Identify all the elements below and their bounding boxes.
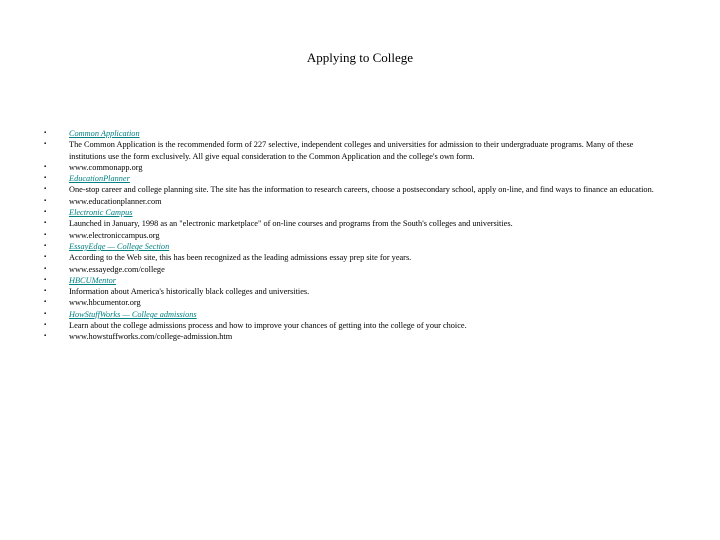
bullet-icon: ▪ xyxy=(44,209,47,216)
list-item xyxy=(44,128,664,139)
item-description: According to the Web site, this has been recognized as the leading admissions essay prep site for years. xyxy=(69,253,412,263)
electronic-campus-link[interactable]: Electronic Campus xyxy=(69,208,133,218)
bullet-icon: ▪ xyxy=(44,322,47,329)
essayedge-link[interactable]: EssayEdge — College Section xyxy=(69,241,170,251)
item-description: One-stop career and college planning site. The site has the information to research careers, choose a postsecondary school, apply on-line, and find ways to finance an education. xyxy=(69,185,654,195)
bullet-icon: ▪ xyxy=(44,231,47,238)
list-item xyxy=(44,230,664,241)
bullet-icon: ▪ xyxy=(44,163,47,170)
bullet-icon: ▪ xyxy=(44,197,47,204)
item-url: www.essayedge.com/college xyxy=(69,264,165,274)
list-item xyxy=(44,162,664,173)
howstuffworks-link[interactable]: HowStuffWorks — College admissions xyxy=(69,309,197,319)
list-item xyxy=(44,173,664,184)
list-item xyxy=(44,286,664,297)
bullet-icon: ▪ xyxy=(44,299,47,306)
item-description: Launched in January, 1998 as an "electronic marketplace" of on-line courses and programs from the South's colleges and universities. xyxy=(69,219,513,229)
bullet-icon: ▪ xyxy=(44,276,47,283)
bullet-icon: ▪ xyxy=(44,254,47,261)
item-url: www.howstuffworks.com/college-admission.htm xyxy=(69,332,233,342)
list-item xyxy=(44,218,664,229)
list-item xyxy=(44,196,664,207)
list-item xyxy=(44,320,664,331)
page-title: Applying to College xyxy=(306,50,414,65)
education-planner-link[interactable]: EducationPlanner xyxy=(69,174,130,184)
item-url: www.commonapp.org xyxy=(69,162,143,172)
bullet-icon: ▪ xyxy=(44,175,47,182)
bullet-icon: ▪ xyxy=(44,220,47,227)
item-url: www.educationplanner.com xyxy=(69,196,162,206)
bullet-icon: ▪ xyxy=(44,333,47,340)
item-description: Information about America's historically black colleges and universities. xyxy=(69,287,310,297)
item-url: www.electroniccampus.org xyxy=(69,230,160,240)
list-item xyxy=(44,184,664,195)
resource-list xyxy=(44,128,664,343)
list-item xyxy=(44,252,664,263)
list-item xyxy=(44,275,664,286)
bullet-icon: ▪ xyxy=(44,288,47,295)
list-item xyxy=(44,207,664,218)
bullet-icon: ▪ xyxy=(44,310,47,317)
bullet-icon: ▪ xyxy=(44,242,47,249)
list-item xyxy=(44,241,664,252)
bullet-icon: ▪ xyxy=(44,265,47,272)
list-item xyxy=(44,309,664,320)
list-item xyxy=(44,297,664,308)
item-description: Learn about the college admissions process and how to improve your chances of getting into the college of your choice. xyxy=(69,321,467,331)
bullet-icon: ▪ xyxy=(44,130,47,136)
list-item xyxy=(44,264,664,275)
list-item xyxy=(44,331,664,342)
item-url: www.hbcumentor.org xyxy=(69,298,141,308)
item-description: The Common Application is the recommended form of 227 selective, independent colleges and universities for admission to their undergraduate programs. Many of these institutions use the form exclusively. All give equal consideration to the Common Application and the college's own form. xyxy=(69,140,634,161)
bullet-icon: ▪ xyxy=(44,141,47,148)
hbcumentor-link[interactable]: HBCUMentor xyxy=(69,275,117,285)
bullet-icon: ▪ xyxy=(44,186,47,193)
list-item xyxy=(44,139,664,162)
common-application-link[interactable]: Common Application xyxy=(69,129,140,138)
